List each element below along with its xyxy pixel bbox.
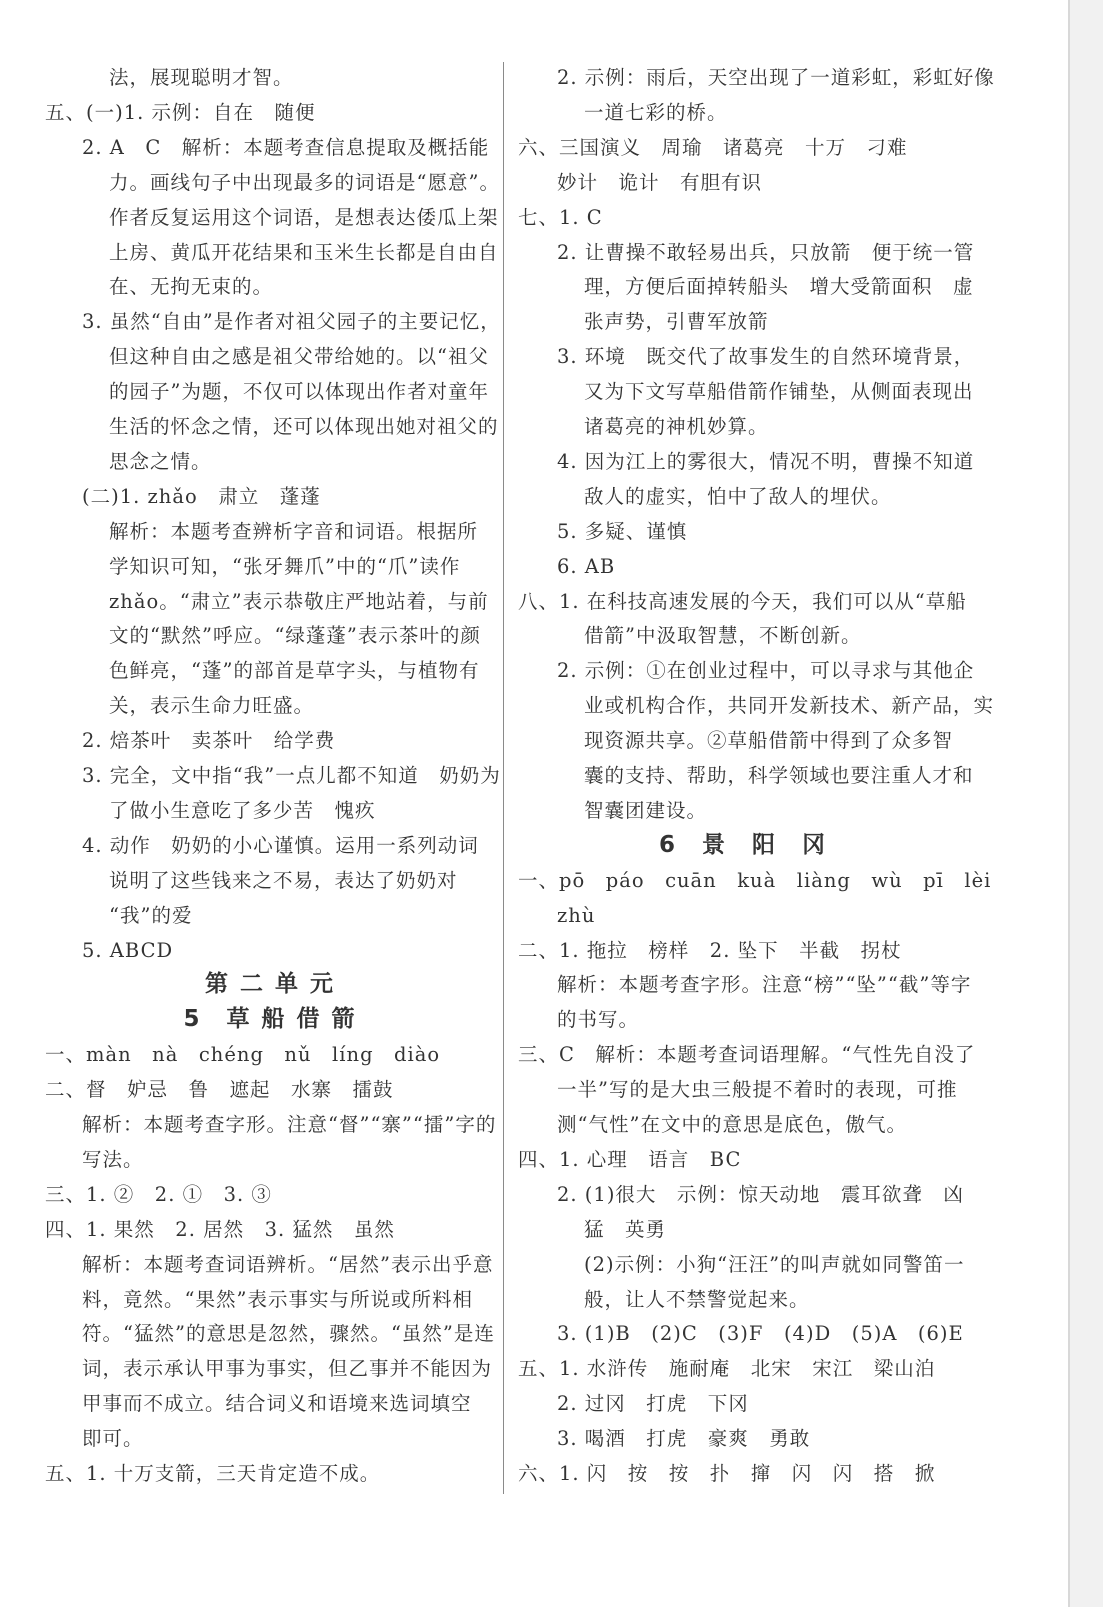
answer-line: 3. 完全，文中指“我”一点儿都不知道 奶奶为 <box>82 764 501 787</box>
answer-line: 五、1. 十万支箭，三天肯定造不成。 <box>45 1462 381 1485</box>
answer-line: 4. 因为江上的雾很大，情况不明，曹操不知道 <box>557 449 975 473</box>
answer-line: 力。画线句子中出现最多的词语是“愿意”。 <box>109 170 500 194</box>
answer-line: 四、1. 心理 语言 BC <box>518 1147 742 1171</box>
answer-line: 六、1. 闪 按 按 扑 撺 闪 闪 搭 掀 <box>518 1462 936 1485</box>
answer-line: 2. A C 解析：本题考查信息提取及概括能 <box>82 135 490 159</box>
answer-line: 2. 让曹操不敢轻易出兵，只放箭 便于统一管 <box>557 240 975 264</box>
answer-line: 说明了这些钱来之不易，表达了奶奶对 <box>109 868 458 892</box>
section-heading: 5 草 船 借 箭 <box>183 1006 357 1033</box>
answer-line: 借箭”中汲取智慧，不断创新。 <box>584 624 862 648</box>
answer-line: zhù <box>557 903 596 927</box>
answer-line: 一道七彩的桥。 <box>584 100 728 124</box>
answer-line: 四、1. 果然 2. 居然 3. 猛然 虽然 <box>45 1217 395 1241</box>
answer-line: 猛 英勇 <box>584 1217 667 1241</box>
answer-line: 又为下文写草船借箭作铺垫，从侧面表现出 <box>584 380 974 404</box>
answer-line: 符。“猛然”的意思是忽然，骤然。“虽然”是连 <box>82 1322 495 1346</box>
answer-line: 生活的怀念之情，还可以体现出她对祖父的 <box>109 415 499 438</box>
answer-line: 思念之情。 <box>109 449 212 473</box>
answer-line: 智囊团建设。 <box>584 798 708 822</box>
answer-line: 一、pō páo cuān kuà liàng wù pī lèi <box>518 868 992 892</box>
answer-line: 3. 虽然“自由”是作者对祖父园子的主要记忆， <box>82 310 501 334</box>
answer-line: 2. 过冈 打虎 下冈 <box>557 1392 749 1416</box>
answer-line: 二、督 妒忌 鲁 遮起 水寨 擂鼓 <box>45 1078 394 1102</box>
answer-line: 般，让人不禁警觉起来。 <box>584 1287 810 1311</box>
answer-line: 色鲜亮，“蓬”的部首是草字头，与植物有 <box>109 659 480 683</box>
answer-line: 六、三国演义 周瑜 诸葛亮 十万 刁难 <box>518 135 908 159</box>
answer-line: 词，表示承认甲事为事实，但乙事并不能因为 <box>82 1357 493 1381</box>
answer-line: “我”的爱 <box>109 903 193 927</box>
answer-line: 6. AB <box>557 554 616 578</box>
answer-line: 二、1. 拖拉 榜样 2. 坠下 半截 拐杖 <box>518 938 902 962</box>
answer-line: (2)示例：小狗“汪汪”的叫声就如同警笛一 <box>584 1252 965 1276</box>
page-edge <box>1070 0 1103 1607</box>
answer-line: 3. (1)B (2)C (3)F (4)D (5)A (6)E <box>557 1322 964 1346</box>
answer-line: 五、1. 水浒传 施耐庵 北宋 宋江 梁山泊 <box>518 1357 936 1381</box>
answer-line: 囊的支持、帮助，科学领域也要注重人才和 <box>584 764 974 787</box>
answer-line: 2. 示例：①在创业过程中，可以寻求与其他企 <box>557 659 975 683</box>
answer-line: 在、无拘无束的。 <box>109 275 274 299</box>
answer-line: 理，方便后面掉转船头 增大受箭面积 虚 <box>584 275 974 299</box>
answer-line: 3. 环境 既交代了故事发生的自然环境背景， <box>557 345 975 369</box>
answer-line: zhǎo。“肃立”表示恭敬庄严地站着，与前 <box>109 589 489 613</box>
answer-line: 作者反复运用这个词语，是想表达倭瓜上架 <box>109 205 499 229</box>
column-divider <box>503 62 504 1494</box>
answer-line: 敌人的虚实，怕中了敌人的埋伏。 <box>584 484 892 508</box>
answer-line: 测“气性”在文中的意思是底色，傲气。 <box>557 1113 907 1136</box>
section-heading: 6 景 阳 冈 <box>658 831 827 858</box>
answer-line: 解析：本题考查词语辨析。“居然”表示出乎意 <box>82 1252 494 1276</box>
answer-line: 上房、黄瓜开花结果和玉米生长都是自由自 <box>109 240 499 264</box>
answer-line: 料，竟然。“果然”表示事实与所说或所料相 <box>82 1287 473 1311</box>
answer-line: 张声势，引曹军放箭 <box>584 310 769 334</box>
answer-line: 解析：本题考查字形。注意“榜”“坠”“截”等字 <box>557 973 972 997</box>
answer-line: 2. (1)很大 示例：惊天动地 震耳欲聋 凶 <box>557 1182 964 1206</box>
answer-line: 妙计 诡计 有胆有识 <box>557 170 763 194</box>
answer-line: 4. 动作 奶奶的小心谨慎。运用一系列动词 <box>82 833 479 857</box>
section-heading: 第 二 单 元 <box>204 971 336 998</box>
answer-line: 一、màn nà chéng nǔ líng diào <box>45 1043 441 1067</box>
answer-line: 的园子”为题，不仅可以体现出作者对童年 <box>109 380 489 404</box>
answer-line: 解析：本题考查辨析字音和词语。根据所 <box>109 519 479 543</box>
answer-line: 八、1. 在科技高速发展的今天，我们可以从“草船 <box>518 589 967 613</box>
answer-line: 即可。 <box>82 1427 144 1451</box>
answer-line: 现资源共享。②草船借箭中得到了众多智 <box>584 729 954 753</box>
answer-line: 2. 示例：雨后，天空出现了一道彩虹，彩虹好像 <box>557 66 995 89</box>
answer-line: (二)1. zhǎo 肃立 蓬蓬 <box>82 484 321 508</box>
answer-line: 但这种自由之感是祖父带给她的。以“祖父 <box>109 345 489 369</box>
answer-line: 五、(一)1. 示例：自在 随便 <box>45 100 316 124</box>
answer-line: 解析：本题考查字形。注意“督”“寨”“擂”字的 <box>82 1113 497 1136</box>
answer-line: 2. 焙茶叶 卖茶叶 给学费 <box>82 729 336 753</box>
answer-line: 关，表示生命力旺盛。 <box>109 694 315 718</box>
answer-line: 3. 喝酒 打虎 豪爽 勇敢 <box>557 1427 811 1451</box>
answer-line: 文的“默然”呼应。“绿蓬蓬”表示茶叶的颜 <box>109 624 481 648</box>
answer-line: 七、1. C <box>518 205 603 229</box>
answer-line: 三、C 解析：本题考查词语理解。“气性先自没了 <box>518 1043 976 1067</box>
answer-line: 法，展现聪明才智。 <box>109 66 294 89</box>
answer-line: 甲事而不成立。结合词义和语境来选词填空 <box>82 1392 472 1416</box>
answer-line: 业或机构合作，共同开发新技术、新产品，实 <box>584 694 995 718</box>
answer-line: 一半”写的是大虫三般提不着时的表现，可推 <box>557 1078 958 1102</box>
answer-line: 写法。 <box>82 1147 144 1171</box>
answer-line: 学知识可知，“张牙舞爪”中的“爪”读作 <box>109 554 461 578</box>
answer-line: 5. 多疑、谨慎 <box>557 519 688 543</box>
answer-line: 5. ABCD <box>82 938 174 962</box>
answer-line: 诸葛亮的神机妙算。 <box>584 415 769 438</box>
answer-line: 三、1. ② 2. ① 3. ③ <box>45 1182 272 1206</box>
answer-line: 了做小生意吃了多少苦 愧疚 <box>109 798 376 822</box>
answer-line: 的书写。 <box>557 1008 640 1032</box>
